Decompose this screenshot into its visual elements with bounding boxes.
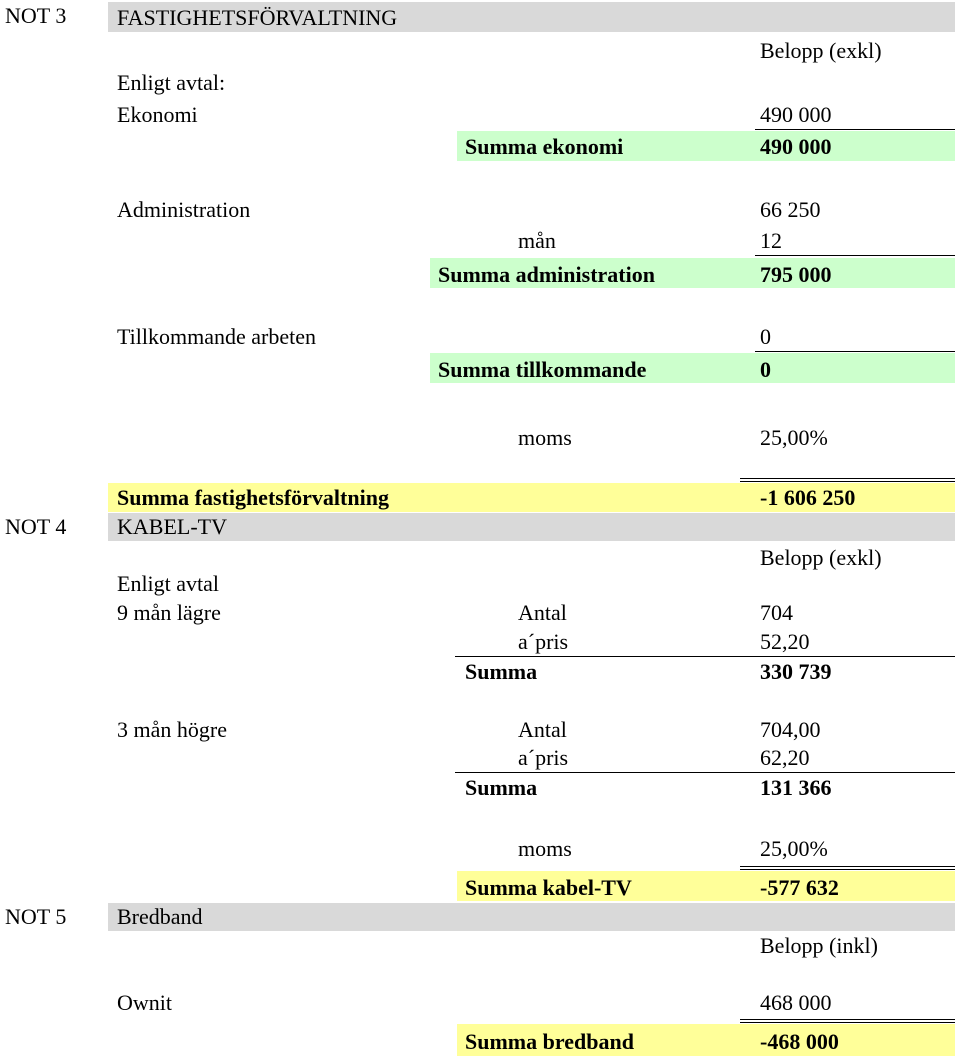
administration-label: Administration <box>117 197 251 222</box>
double-rule <box>740 866 955 870</box>
double-rule <box>740 1019 955 1023</box>
moms-value: 25,00% <box>760 425 828 450</box>
rule <box>455 772 955 773</box>
administration-value: 66 250 <box>760 197 821 222</box>
enligt-avtal-label: Enligt avtal: <box>117 70 226 95</box>
man-value: 12 <box>760 228 782 253</box>
period2-label: 3 mån högre <box>117 717 227 742</box>
section-title-fastighetsforvaltning: FASTIGHETSFÖRVALTNING <box>117 5 398 30</box>
period1-pris-label: a´pris <box>518 629 569 654</box>
period1-label: 9 mån lägre <box>117 600 221 625</box>
tillkommande-value: 0 <box>760 324 771 349</box>
belopp-header: Belopp (inkl) <box>760 933 878 958</box>
belopp-header: Belopp (exkl) <box>760 545 882 570</box>
man-label: mån <box>518 228 556 253</box>
period1-summa-label: Summa <box>465 659 538 684</box>
rule <box>455 656 955 657</box>
moms-label: moms <box>518 836 572 861</box>
note-label-3: NOT 3 <box>5 3 67 28</box>
note-label-5: NOT 5 <box>5 904 67 929</box>
total-fastighetsforvaltning-value: -1 606 250 <box>760 485 856 510</box>
total-kabel-tv-label: Summa kabel-TV <box>465 875 632 900</box>
summa-administration-label: Summa administration <box>438 262 655 287</box>
period2-summa-value: 131 366 <box>760 775 832 800</box>
total-bredband-value: -468 000 <box>760 1029 839 1054</box>
period1-pris-value: 52,20 <box>760 629 810 654</box>
summa-administration-value: 795 000 <box>760 262 832 287</box>
ekonomi-value: 490 000 <box>760 102 832 127</box>
summa-tillkommande-label: Summa tillkommande <box>438 357 647 382</box>
summa-ekonomi-label: Summa ekonomi <box>465 134 624 159</box>
rule <box>755 351 955 352</box>
ownit-value: 468 000 <box>760 990 832 1015</box>
note-label-4: NOT 4 <box>5 514 67 539</box>
section-title-kabel-tv: KABEL-TV <box>117 514 227 539</box>
period2-pris-value: 62,20 <box>760 745 810 770</box>
period1-antal-value: 704 <box>760 600 793 625</box>
moms-label: moms <box>518 425 572 450</box>
total-bredband-label: Summa bredband <box>465 1029 634 1054</box>
period2-antal-label: Antal <box>518 717 567 742</box>
summa-ekonomi-value: 490 000 <box>760 134 832 159</box>
total-kabel-tv-value: -577 632 <box>760 875 839 900</box>
ownit-label: Ownit <box>117 990 172 1015</box>
section-title-bredband: Bredband <box>117 904 203 929</box>
double-rule <box>740 478 955 482</box>
belopp-header: Belopp (exkl) <box>760 38 882 63</box>
period2-antal-value: 704,00 <box>760 717 821 742</box>
period1-antal-label: Antal <box>518 600 567 625</box>
not5-header-bar <box>108 903 955 931</box>
period2-pris-label: a´pris <box>518 745 569 770</box>
rule <box>755 255 955 256</box>
enligt-avtal-label: Enligt avtal <box>117 571 220 596</box>
tillkommande-label: Tillkommande arbeten <box>117 324 316 349</box>
not4-header-bar <box>108 513 955 541</box>
summa-tillkommande-value: 0 <box>760 357 771 382</box>
period2-summa-label: Summa <box>465 775 538 800</box>
moms-value: 25,00% <box>760 836 828 861</box>
ekonomi-label: Ekonomi <box>117 102 198 127</box>
period1-summa-value: 330 739 <box>760 659 832 684</box>
rule <box>755 129 955 130</box>
total-fastighetsforvaltning-label: Summa fastighetsförvaltning <box>117 485 389 510</box>
